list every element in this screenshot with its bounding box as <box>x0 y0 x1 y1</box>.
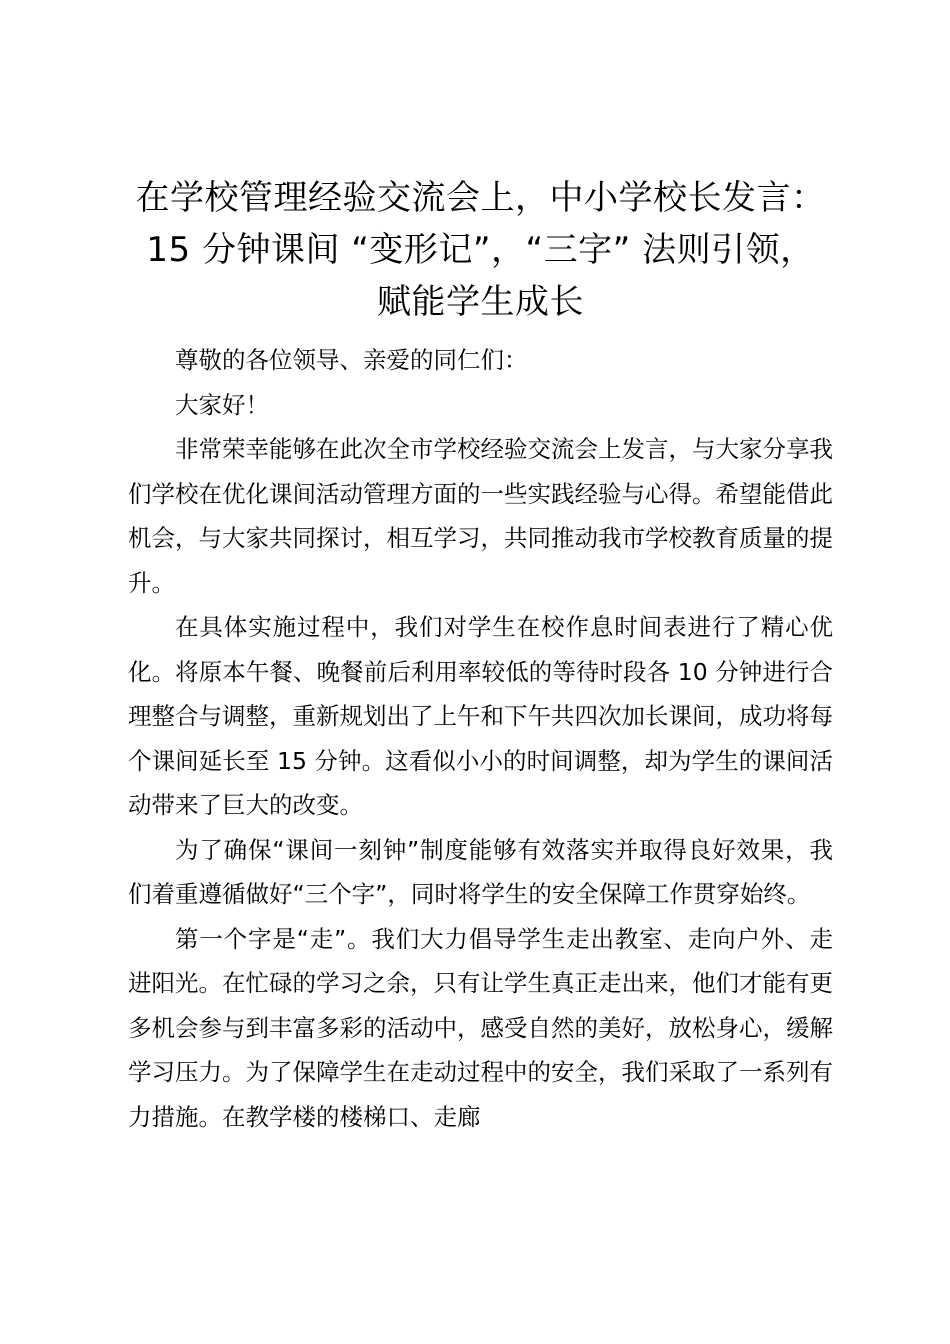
paragraph-walk: 第一个字是“走”。我们大力倡导学生走出教室、走向户外、走进阳光。在忙碌的学习之余，只有让学生真正走出来，他们才能有更多机会参与到丰富多彩的活动中，感受自然的美好，放松身心，缓解学习压力。为了保障学生在走动过程中的安全，我们采取了一系列有力措施。在教学楼的楼梯口、走廊 <box>128 924 833 1131</box>
title-line-1: 在学校管理经验交流会上，中小学校长发言： <box>135 178 826 218</box>
document-title <box>128 172 833 328</box>
document-page <box>128 172 833 1139</box>
title-line-2: 15 分钟课间 “变形记”，“三字” 法则引领， <box>146 230 815 270</box>
paragraph-intro: 非常荣幸能够在此次全市学校经验交流会上发言，与大家分享我们学校在优化课间活动管理方面的一些实践经验与心得。希望能借此机会，与大家共同探讨，相互学习，共同推动我市学校教育质量的提升。 <box>128 435 833 597</box>
salutation: 尊敬的各位领导、亲爱的同仁们： <box>175 346 528 374</box>
paragraph-three-words: 为了确保“课间一刻钟”制度能够有效落实并取得良好效果，我们着重遵循做好“三个字”，同时将学生的安全保障工作贯穿始终。 <box>128 835 833 908</box>
greeting: 大家好！ <box>175 390 269 419</box>
paragraph-schedule: 在具体实施过程中，我们对学生在校作息时间表进行了精心优化。将原本午餐、晚餐前后利用率较低的等待时段各 10 分钟进行合理整合与调整，重新规划出了上午和下午共四次加长课间，成功将每个课间延长至 15 分钟。这看似小小的时间调整，却为学生的课间活动带来了巨大的改变。 <box>128 613 833 819</box>
title-line-3: 赋能学生成长 <box>377 282 584 322</box>
